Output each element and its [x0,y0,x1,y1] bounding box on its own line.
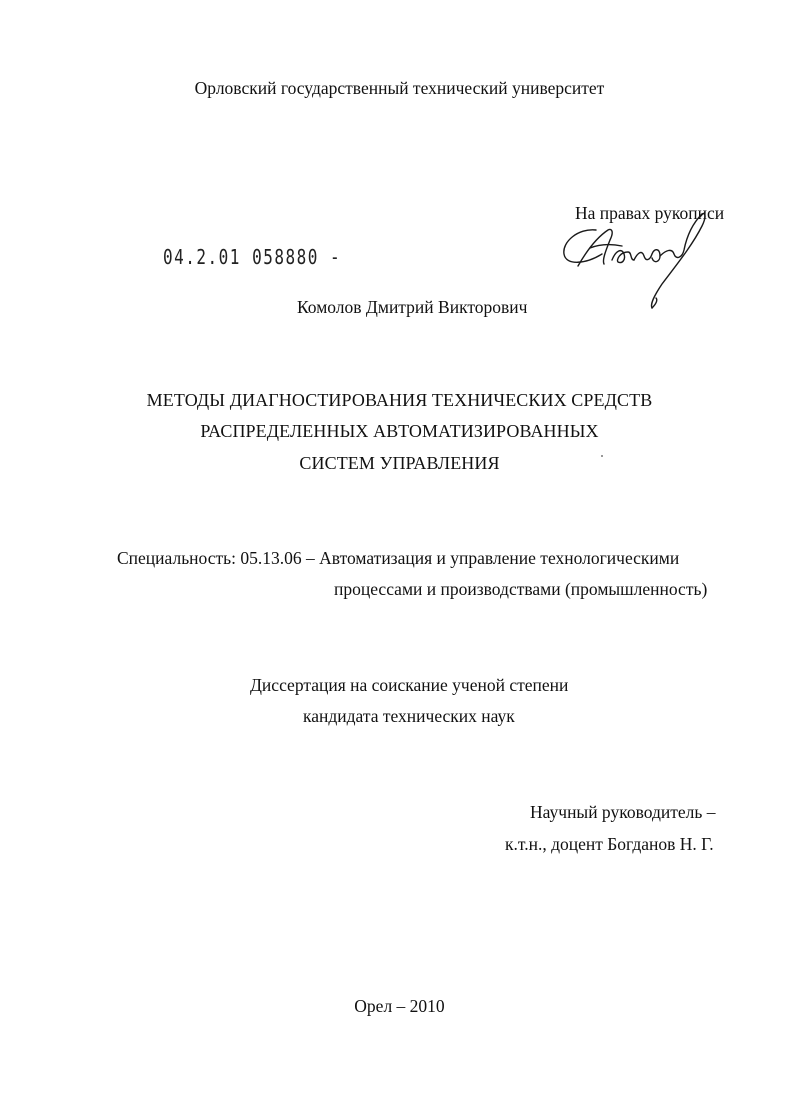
university-name: Орловский государственный технический университет [194,78,605,98]
supervisor-name: к.т.н., доцент Богданов Н. Г. [505,834,714,854]
specialty-line-1: Специальность: 05.13.06 – Автоматизация и управление технологическими [117,548,680,568]
specialty-line-2: процессами и производствами (промышленность) [334,579,708,599]
handwritten-signature [556,208,716,314]
thesis-title-line-1: МЕТОДЫ ДИАГНОСТИРОВАНИЯ ТЕХНИЧЕСКИХ СРЕДСТВ [146,390,653,410]
dissertation-line-1: Диссертация на соискание ученой степени [250,675,569,695]
supervisor-title: Научный руководитель – [530,802,716,822]
author-name: Комолов Дмитрий Викторович [297,297,528,317]
thesis-title-line-3: СИСТЕМ УПРАВЛЕНИЯ [299,453,500,473]
city-year: Орел – 2010 [354,996,445,1016]
thesis-title-line-2: РАСПРЕДЕЛЕННЫХ АВТОМАТИЗИРОВАННЫХ [200,421,599,441]
scan-speck [601,455,603,457]
library-stamp-code: 04.2.01 058880 - [163,245,342,269]
rights-note: На правах рукописи [575,203,725,223]
dissertation-line-2: кандидата технических наук [303,706,515,726]
